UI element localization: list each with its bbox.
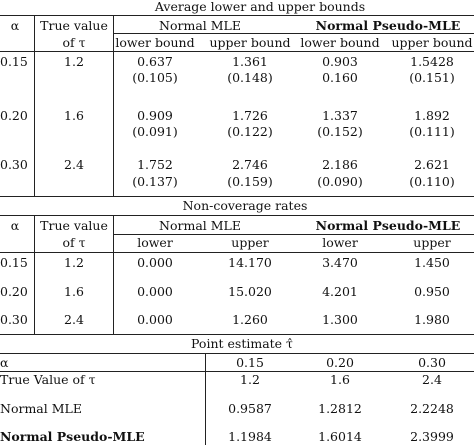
rule: [0, 334, 474, 335]
header-normal-mle: Normal MLE: [159, 18, 241, 33]
subheader-lower: lower: [322, 235, 358, 250]
cell-true-value: 1.6: [330, 372, 350, 387]
cell-mle-estimate: 1.2812: [318, 401, 362, 416]
cell-ps-lower-se: (0.090): [317, 174, 363, 189]
cell-mle-upper-se: (0.159): [227, 174, 273, 189]
subheader-lower: lower: [137, 235, 173, 250]
cell-ps-lower: 1.300: [322, 312, 358, 327]
rule-v: [205, 353, 206, 445]
cell-alpha: 0.15: [0, 255, 28, 270]
cell-ps-lower-se: (0.152): [317, 124, 363, 139]
header-true-value: True value: [40, 218, 108, 233]
cell-ps-lower: 2.186: [322, 157, 358, 172]
cell-mle-estimate: 0.9587: [228, 401, 272, 416]
row-label-normal-mle: Normal MLE: [0, 401, 82, 416]
cell-alpha: 0.15: [0, 54, 28, 69]
cell-mle-lower: 1.752: [137, 157, 173, 172]
cell-mle-lower-se: (0.091): [132, 124, 178, 139]
cell-pseudo-mle-estimate: 1.1984: [228, 429, 272, 444]
cell-mle-upper-se: (0.148): [227, 70, 273, 85]
header-of-tau: of τ: [62, 35, 86, 50]
cell-alpha: 0.30: [0, 312, 28, 327]
cell-ps-upper: 1.980: [414, 312, 450, 327]
cell-ps-upper: 1.450: [414, 255, 450, 270]
header-normal-mle: Normal MLE: [159, 218, 241, 233]
cell-tau: 2.4: [64, 157, 84, 172]
cell-mle-upper: 2.746: [232, 157, 268, 172]
cell-alpha: 0.20: [0, 284, 28, 299]
row-label-true-value: True Value of τ: [0, 372, 96, 387]
rule: [0, 215, 474, 216]
subheader-upper-bound: upper bound: [209, 35, 291, 50]
cell-ps-upper: 2.621: [414, 157, 450, 172]
subheader-lower-bound: lower bound: [115, 35, 195, 50]
cell-ps-lower: 3.470: [322, 255, 358, 270]
cell-tau: 1.2: [64, 255, 84, 270]
cell-ps-upper-se: (0.110): [409, 174, 455, 189]
section2-title: Non-coverage rates: [182, 198, 308, 213]
cell-ps-lower: 4.201: [322, 284, 358, 299]
cell-ps-upper-se: (0.111): [409, 124, 455, 139]
header-of-tau: of τ: [62, 235, 86, 250]
subheader-lower-bound: lower bound: [300, 35, 380, 50]
cell-mle-estimate: 2.2248: [410, 401, 454, 416]
cell-mle-lower: 0.000: [137, 255, 173, 270]
header-true-value: True value: [40, 18, 108, 33]
cell-mle-lower-se: (0.137): [132, 174, 178, 189]
rule: [0, 15, 474, 16]
header-normal-pseudo-mle: Normal Pseudo-MLE: [315, 218, 461, 233]
cell-mle-upper: 15.020: [228, 284, 272, 299]
cell-alpha: 0.30: [418, 355, 446, 370]
cell-ps-lower: 0.903: [322, 54, 358, 69]
rule: [0, 196, 474, 197]
cell-alpha: 0.15: [236, 355, 264, 370]
rule: [0, 51, 474, 52]
cell-ps-upper-se: (0.151): [409, 70, 455, 85]
rule-v: [34, 15, 35, 196]
cell-tau: 1.6: [64, 108, 84, 123]
cell-mle-upper: 14.170: [228, 255, 272, 270]
rule-v: [113, 15, 114, 196]
header-alpha: α: [10, 18, 20, 33]
rule: [113, 33, 474, 34]
cell-ps-lower-se: 0.160: [322, 70, 358, 85]
cell-ps-lower: 1.337: [322, 108, 358, 123]
cell-mle-lower: 0.000: [137, 312, 173, 327]
subheader-upper: upper: [231, 235, 269, 250]
cell-tau: 1.2: [64, 54, 84, 69]
cell-alpha: 0.20: [326, 355, 354, 370]
header-normal-pseudo-mle: Normal Pseudo-MLE: [315, 18, 461, 33]
row-label-normal-pseudo-mle: Normal Pseudo-MLE: [0, 429, 145, 444]
cell-tau: 2.4: [64, 312, 84, 327]
cell-mle-lower: 0.909: [137, 108, 173, 123]
cell-mle-upper-se: (0.122): [227, 124, 273, 139]
cell-ps-upper: 1.5428: [410, 54, 454, 69]
cell-ps-upper: 1.892: [414, 108, 450, 123]
cell-mle-lower-se: (0.105): [132, 70, 178, 85]
subheader-upper-bound: upper bound: [391, 35, 473, 50]
section3-title: Point estimate τ̂: [191, 336, 293, 351]
cell-alpha: 0.20: [0, 108, 28, 123]
rule: [0, 353, 474, 354]
section1-title: Average lower and upper bounds: [154, 0, 366, 14]
cell-mle-upper: 1.361: [232, 54, 268, 69]
cell-mle-lower: 0.637: [137, 54, 173, 69]
cell-mle-upper: 1.726: [232, 108, 268, 123]
rule: [0, 252, 474, 253]
cell-tau: 1.6: [64, 284, 84, 299]
cell-mle-lower: 0.000: [137, 284, 173, 299]
cell-pseudo-mle-estimate: 2.3999: [410, 429, 454, 444]
row-label-alpha: α: [0, 355, 9, 370]
cell-true-value: 2.4: [422, 372, 442, 387]
cell-ps-upper: 0.950: [414, 284, 450, 299]
cell-pseudo-mle-estimate: 1.6014: [318, 429, 362, 444]
header-alpha: α: [10, 218, 20, 233]
rule-v: [113, 215, 114, 334]
rule-v: [34, 215, 35, 334]
cell-mle-upper: 1.260: [232, 312, 268, 327]
cell-true-value: 1.2: [240, 372, 260, 387]
subheader-upper: upper: [413, 235, 451, 250]
cell-alpha: 0.30: [0, 157, 28, 172]
